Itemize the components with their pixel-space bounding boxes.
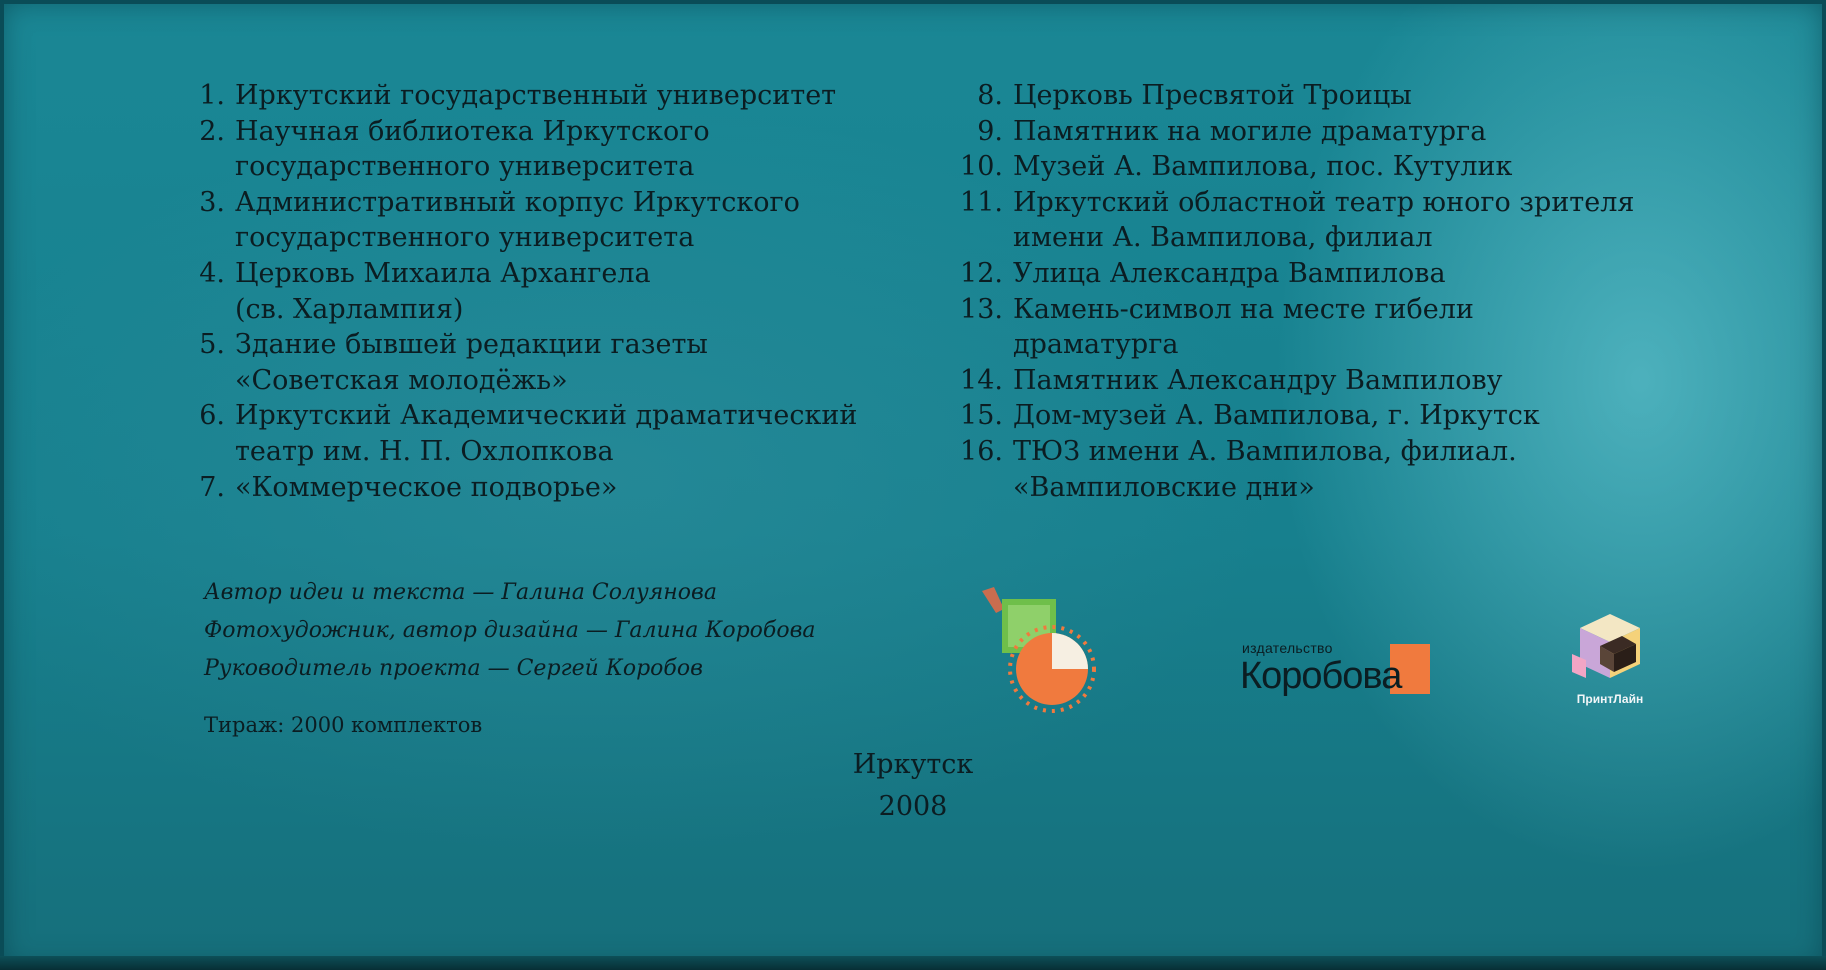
- item-number: 9.: [977, 115, 1003, 147]
- list-item: [190, 78, 940, 114]
- item-text: Церковь Пресвятой Троицы: [1013, 80, 1412, 111]
- item-text: Иркутский государственный университет: [235, 80, 837, 111]
- item-number: 3.: [199, 186, 225, 218]
- item-text: Церковь Михаила Архангела (св. Харлампия): [235, 257, 651, 325]
- list-item: [190, 185, 940, 256]
- year: 2008: [878, 791, 948, 822]
- item-text: Иркутский Академический драматический театр им. Н. П. Охлопкова: [235, 400, 858, 467]
- list-item: [190, 114, 940, 185]
- places-list-right: [955, 78, 1675, 505]
- list-item: [955, 114, 1675, 150]
- credit-photographer: Фотохудожник, автор дизайна — Галина Коробова: [204, 618, 816, 643]
- item-text: Памятник Александру Вампилову: [1013, 364, 1503, 396]
- list-item: [955, 434, 1675, 505]
- item-number: 1.: [199, 80, 225, 111]
- list-item: [955, 363, 1675, 399]
- printer-logo-name: ПринтЛайн: [1576, 692, 1644, 706]
- list-item: [190, 470, 940, 506]
- item-text: Камень-символ на месте гибели драматурга: [1013, 293, 1474, 361]
- publisher-logo: [1238, 640, 1434, 700]
- item-text: Музей А. Вампилова, пос. Кутулик: [1013, 151, 1513, 183]
- list-item: [955, 149, 1675, 185]
- item-number: 15.: [960, 400, 1003, 432]
- item-number: 10.: [960, 151, 1003, 183]
- item-text: Научная библиотека Иркутского государственного университета: [235, 115, 710, 183]
- list-item: [190, 398, 940, 469]
- item-number: 6.: [199, 400, 225, 432]
- item-text: Улица Александра Вампилова: [1013, 257, 1446, 289]
- bottom-edge: [0, 956, 1826, 970]
- item-number: 7.: [199, 471, 225, 503]
- printer-logo: [1564, 608, 1656, 716]
- item-text: Административный корпус Иркутского государственного университета: [235, 186, 800, 254]
- item-number: 8.: [977, 80, 1003, 111]
- imprint: [0, 744, 1826, 828]
- list-item: [955, 398, 1675, 434]
- list-item: [190, 256, 940, 327]
- list-item: [955, 78, 1675, 114]
- places-list-left: [190, 78, 940, 505]
- city-name: Иркутск: [852, 749, 974, 780]
- item-text: «Коммерческое подворье»: [235, 471, 618, 503]
- list-item: [190, 327, 940, 398]
- publisher-logo-caption: издательство: [1242, 640, 1333, 656]
- item-number: 4.: [199, 257, 225, 289]
- item-number: 11.: [960, 186, 1003, 218]
- print-run: Тираж: 2000 комплектов: [204, 713, 483, 737]
- list-item: [955, 256, 1675, 292]
- credits: [204, 574, 816, 688]
- item-text: ТЮЗ имени А. Вампилова, филиал. «Вампиловские дни»: [1013, 435, 1517, 503]
- item-text: Памятник на могиле драматурга: [1013, 115, 1487, 147]
- list-item: [955, 292, 1675, 363]
- fond-logo: [978, 583, 1108, 713]
- item-text: Иркутский областной театр юного зрителя имени А. Вампилова, филиал: [1013, 186, 1635, 254]
- item-number: 16.: [960, 435, 1003, 467]
- cube-icon: [1564, 608, 1656, 692]
- credit-project-lead: Руководитель проекта — Сергей Коробов: [204, 656, 703, 681]
- item-number: 5.: [199, 329, 225, 361]
- item-text: Дом-музей А. Вампилова, г. Иркутск: [1013, 400, 1540, 432]
- item-text: Здание бывшей редакции газеты «Советская молодёжь»: [235, 329, 708, 396]
- item-number: 2.: [199, 115, 225, 147]
- item-number: 14.: [960, 364, 1003, 396]
- publisher-logo-name: Коробова: [1240, 655, 1402, 697]
- item-number: 12.: [960, 257, 1003, 289]
- list-item: [955, 185, 1675, 256]
- credit-author: Автор идеи и текста — Галина Солуянова: [204, 580, 717, 605]
- item-number: 13.: [960, 293, 1003, 325]
